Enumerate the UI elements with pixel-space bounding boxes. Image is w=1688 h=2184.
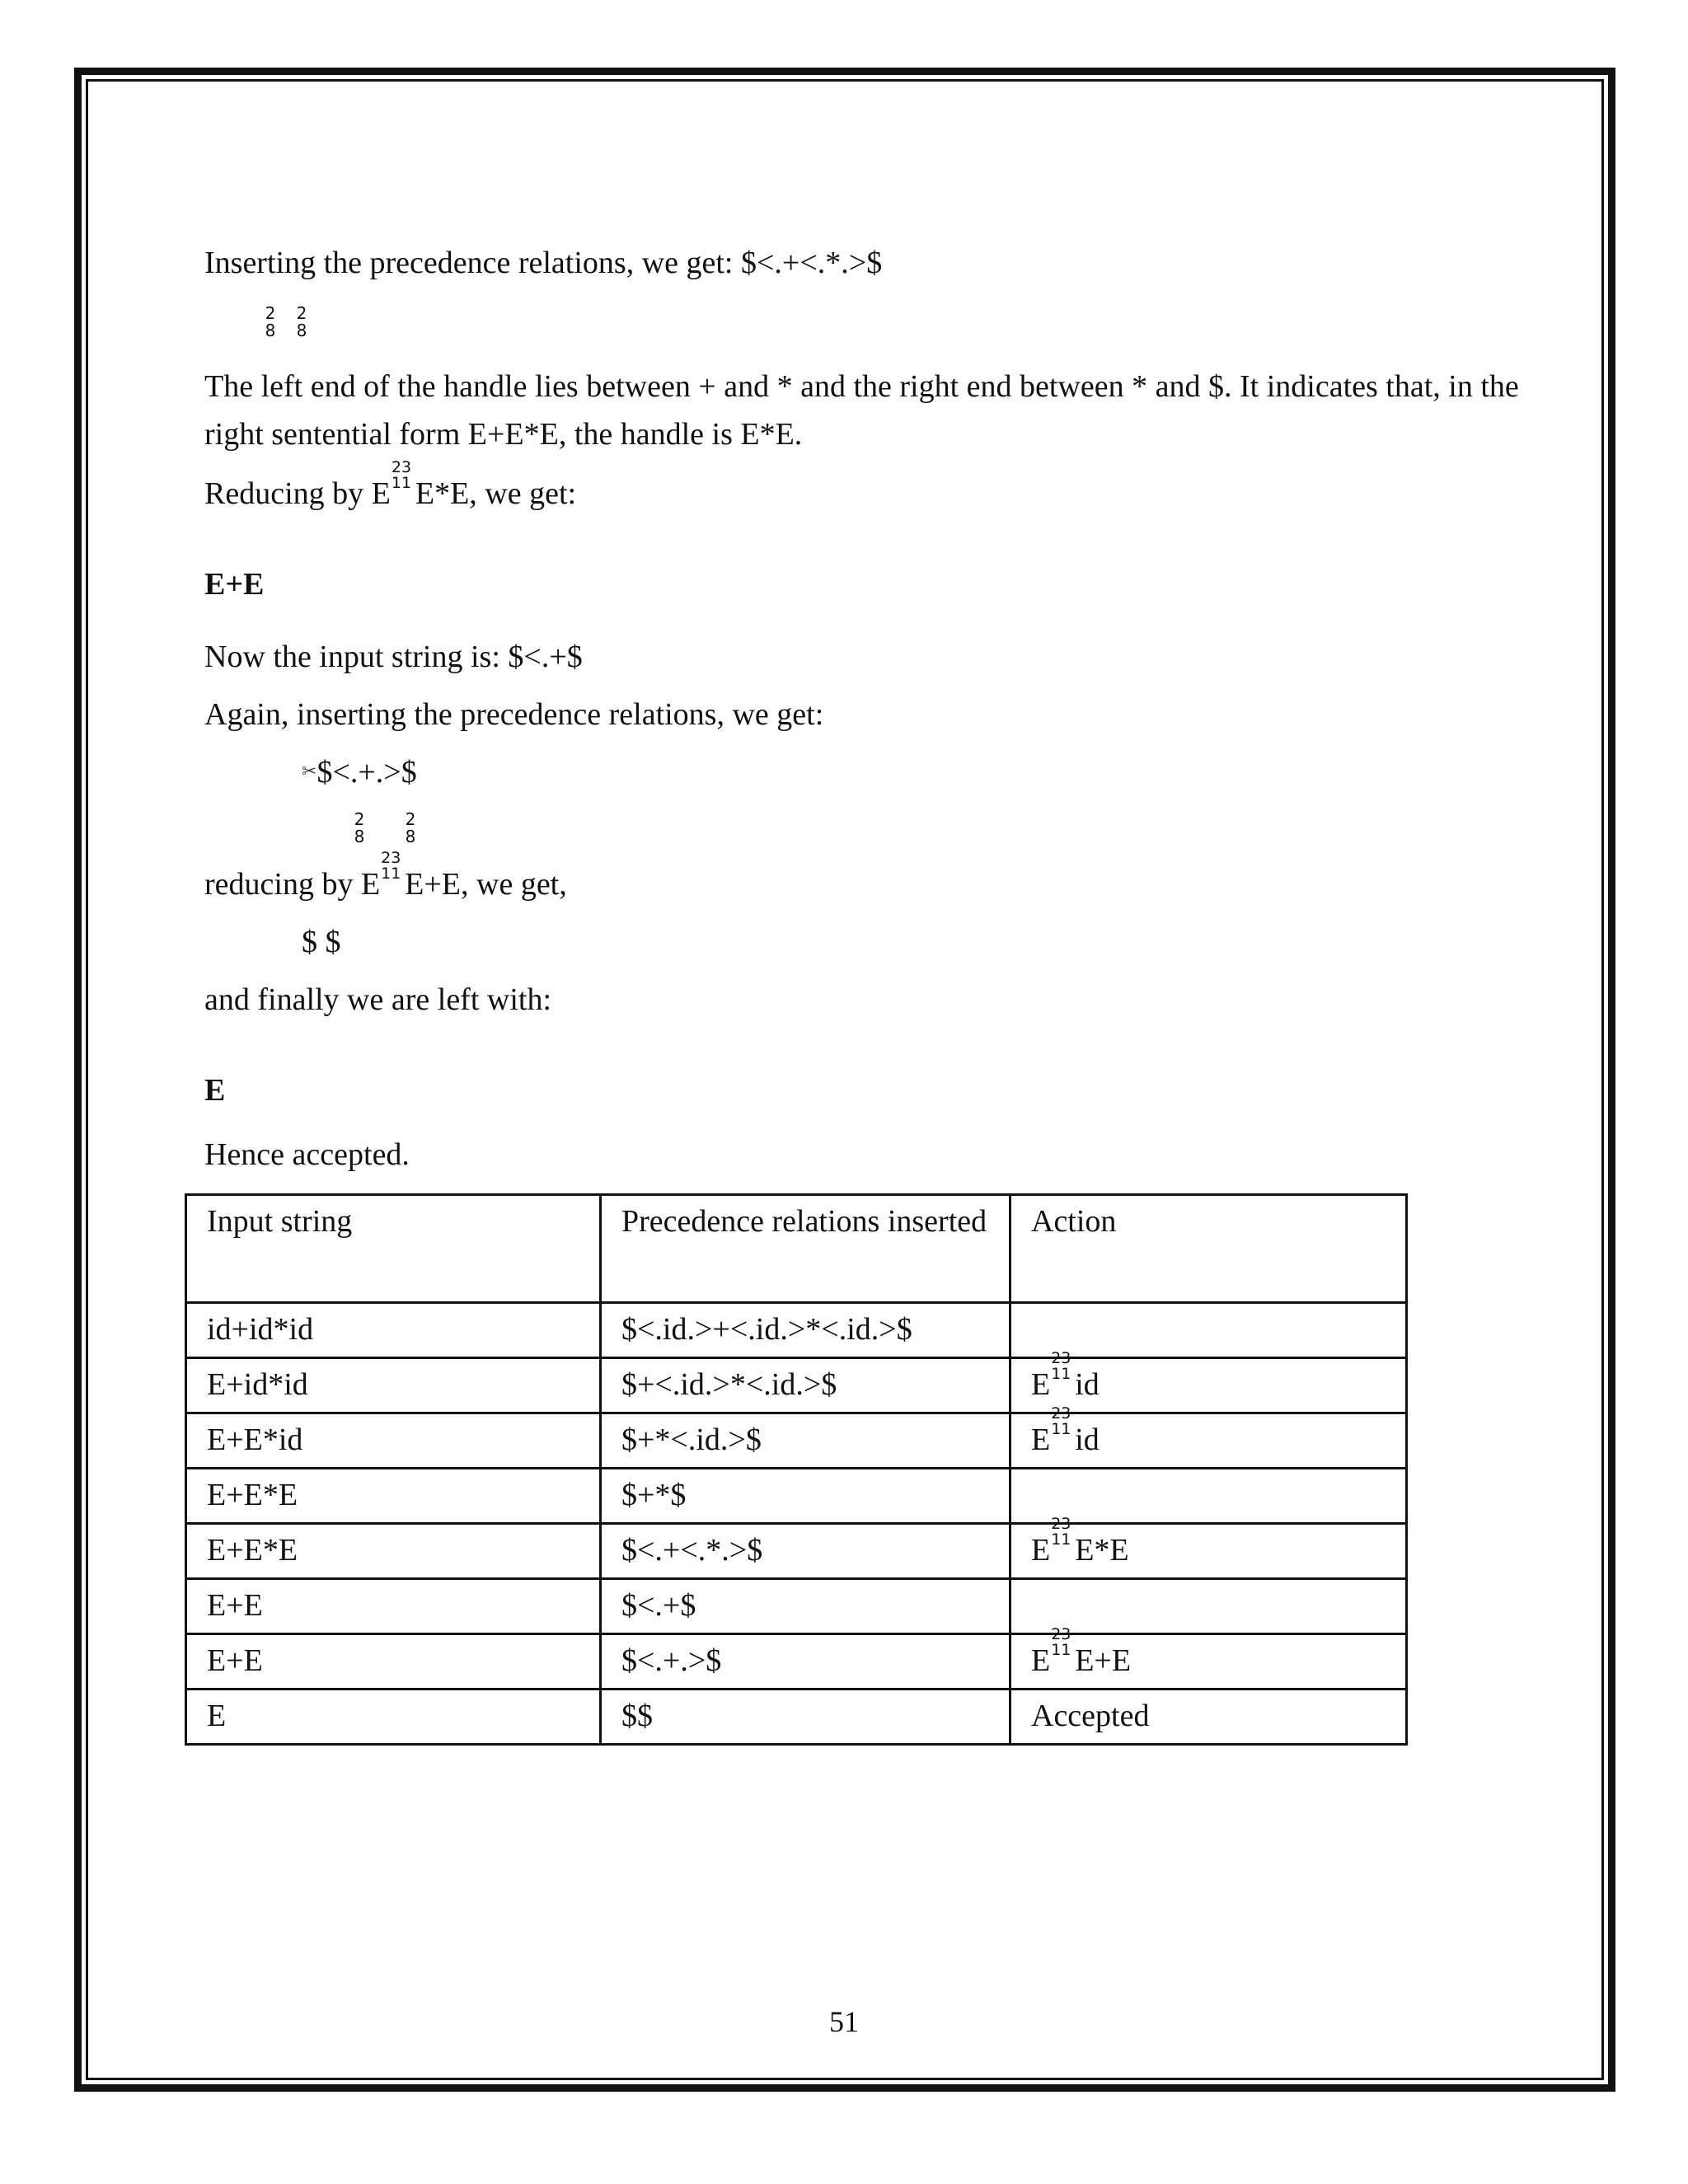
cell-input-string: E+E*E (186, 1469, 601, 1524)
table-row (186, 1579, 1407, 1634)
cell-action: E 23 11 id (1010, 1413, 1407, 1469)
inserting-line: Inserting the precedence relations, we get: $<.+<.*.>$ (204, 246, 883, 280)
production-arrow-glyph: 23 11 (1051, 1404, 1071, 1438)
cell-precedence-relations: $<.+$ (601, 1579, 1010, 1634)
cell-action: E 23 11 id (1010, 1358, 1407, 1413)
cell-action: E 23 11 E+E (1010, 1634, 1407, 1690)
table-row (186, 1303, 1407, 1358)
cell-precedence-relations: $+*$ (601, 1469, 1010, 1524)
header-precedence-relations: Precedence relations inserted (601, 1195, 1010, 1303)
page-number: 51 (829, 2005, 859, 2038)
table-header-row (186, 1195, 1407, 1303)
fraction-mark-4: 2 8 (405, 809, 416, 846)
production-arrow-glyph: 23 11 (1051, 1625, 1071, 1659)
production-arrow-glyph: 23 11 (381, 849, 401, 883)
cell-input-string: E+E (186, 1634, 601, 1690)
fraction-mark-2: 2 8 (296, 303, 307, 340)
again-expression: ✂$<.+.>$ (302, 755, 417, 790)
cell-input-string: E+E (186, 1579, 601, 1634)
fraction-mark-3: 2 8 (354, 809, 365, 846)
production-arrow-glyph: 23 11 (1051, 1515, 1071, 1549)
cell-precedence-relations: $$ (601, 1690, 1010, 1745)
handle-explanation: The left end of the handle lies between + and * and the right end between * and $. It indicates that, in the right sentential form E+E*E, the handle is E*E. (204, 369, 1519, 452)
dollars-line: $ $ (302, 925, 341, 959)
hence-accepted: Hence accepted. (204, 1137, 410, 1172)
cell-input-string: E+E*E (186, 1524, 601, 1579)
precedence-table (185, 1193, 1408, 1746)
cell-input-string: E+id*id (186, 1358, 601, 1413)
reducing-line-1: Reducing by E 23 11 E*E, we get: (204, 458, 577, 511)
cell-input-string: id+id*id (186, 1303, 601, 1358)
table-row (186, 1524, 1407, 1579)
again-line: Again, inserting the precedence relations, we get: (204, 697, 824, 732)
table-row (186, 1634, 1407, 1690)
expression-e-plus-e: E+E (204, 567, 265, 602)
cell-precedence-relations: $+<.id.>*<.id.>$ (601, 1358, 1010, 1413)
cell-action: Accepted (1010, 1690, 1407, 1745)
table-row (186, 1469, 1407, 1524)
cell-input-string: E (186, 1690, 601, 1745)
cell-input-string: E+E*id (186, 1413, 601, 1469)
header-input-string: Input string (186, 1195, 601, 1303)
cell-precedence-relations: $<.+.>$ (601, 1634, 1010, 1690)
cell-precedence-relations: $<.+<.*.>$ (601, 1524, 1010, 1579)
finally-line: and finally we are left with: (204, 982, 552, 1017)
cell-action: E 23 11 E*E (1010, 1524, 1407, 1579)
now-input-line: Now the input string is: $<.+$ (204, 640, 583, 674)
table-row (186, 1690, 1407, 1745)
production-arrow-glyph: 23 11 (391, 458, 412, 492)
scissors-icon: ✂ (302, 762, 317, 782)
header-action: Action (1010, 1195, 1407, 1303)
fraction-mark-1: 2 8 (265, 303, 276, 340)
table-row (186, 1413, 1407, 1469)
reducing-line-2: reducing by E 23 11 E+E, we get, (204, 849, 567, 902)
expression-e: E (204, 1073, 226, 1108)
production-arrow-glyph: 23 11 (1051, 1349, 1071, 1383)
table-row (186, 1358, 1407, 1413)
cell-precedence-relations: $<.id.>+<.id.>*<.id.>$ (601, 1303, 1010, 1358)
cell-precedence-relations: $+*<.id.>$ (601, 1413, 1010, 1469)
